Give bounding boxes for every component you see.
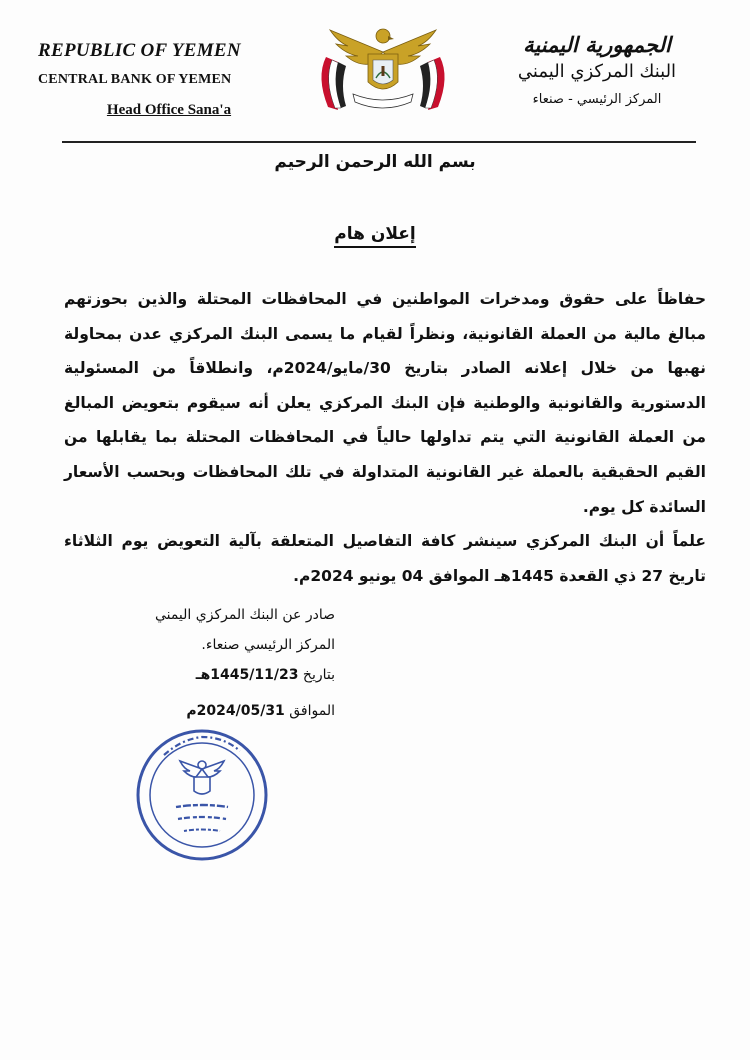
announcement-body <box>64 282 706 593</box>
letterhead-republic-en: REPUBLIC OF YEMEN <box>38 40 241 61</box>
basmala-heading: بسم الله الرحمن الرحيم <box>274 152 476 172</box>
yemen-eagle-emblem-icon <box>308 22 458 122</box>
body-paragraph-2: علماً أن البنك المركزي سينشر كافة التفاصيل المتعلقة بآلية التعويض يوم الثلاثاء تاريخ 27 ذي القعدة 1445هـ الموافق 04 يونيو 2024م. <box>64 532 706 585</box>
greg-date-value: 2024/05/31م <box>186 703 285 719</box>
issuer-block <box>95 600 335 726</box>
issuer-line-1: صادر عن البنك المركزي اليمني <box>154 607 335 623</box>
hijri-date-label: بتاريخ <box>302 667 335 683</box>
hijri-date-value: 1445/11/23هـ <box>195 667 299 683</box>
issuer-line-2: المركز الرئيسي صنعاء. <box>201 637 335 653</box>
letterhead-office-ar: المركز الرئيسي - صنعاء <box>532 92 662 107</box>
header-divider <box>62 141 696 143</box>
letterhead-english <box>38 40 278 119</box>
body-paragraph-1: حفاظاً على حقوق ومدخرات المواطنين في المحافظات المحتلة والذين بحوزتهم مبالغ مالية من العملة القانونية، ونظراً لقيام ما يسمى البنك المركزي عدن بمحاولة نهبها من خلال إعلانه الصادر بتاريخ 30/مايو/2024م، وانطلاقاً من المسئولية الدستورية والقانونية والوطنية فإن البنك المركزي يعلن أنه سيقوم بتعويض المبالغ من العملة القانونية التي يتم تداولها حالياً في المحافظات المحتلة بما يقابلها من القيم الحقيقية بالعملة غير القانونية المتداولة في تلك المحافظات وبحسب الأسعار السائدة كل يوم. <box>64 290 706 516</box>
letterhead-bank-en: CENTRAL BANK OF YEMEN <box>38 72 232 87</box>
announcement-title <box>0 224 750 244</box>
issuer-hijri-date <box>95 660 335 690</box>
greg-date-label: الموافق <box>289 703 335 719</box>
letterhead-arabic <box>482 32 712 107</box>
announcement-title-text: إعلان هام <box>334 224 415 248</box>
letterhead-bank-ar: البنك المركزي اليمني <box>517 61 677 82</box>
letterhead-republic-ar: الجمهورية اليمنية <box>523 32 671 57</box>
issuer-greg-date <box>95 696 335 726</box>
official-bank-stamp-icon <box>132 725 272 865</box>
letterhead-office-en: Head Office Sana'a <box>106 102 232 118</box>
